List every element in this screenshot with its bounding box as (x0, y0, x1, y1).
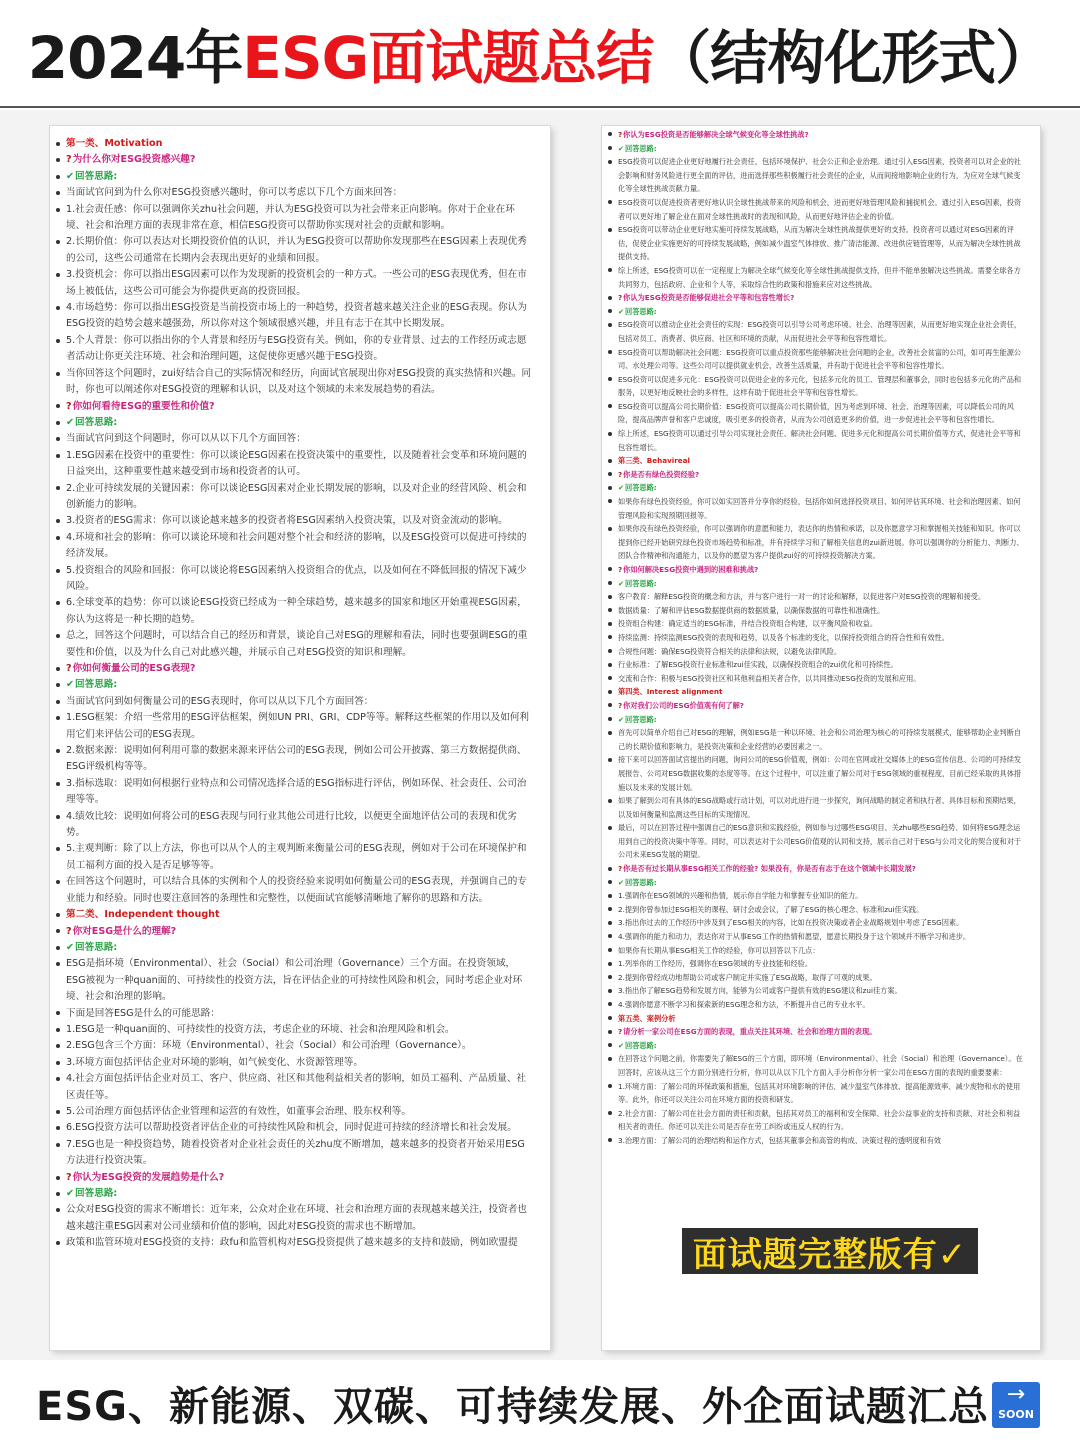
list-item-text: ESG投资可以帮助解决社会问题：ESG投资可以重点投资那些能够解决社会问题的企业，改善社会贫富的公司，如可再生能源公司、水处理公司等。这些公司可以提供就业机会，改善生活质量，并有助于促进社会平等和包容性增长。 (618, 347, 1022, 371)
soon-badge-icon (992, 1382, 1040, 1428)
list-item-text: 当你回答这个问题时，zui好结合自己的实际情况和经历，向面试官展现出你对ESG投资的真实热情和兴趣。同时，你也可以阐述你对ESG投资的理解和认识，以及对这个领域的未来发展趋势的看法。 (66, 367, 532, 396)
list-item (50, 563, 532, 596)
list-item-text: 投资组合构建：确定适当的ESG标准，并结合投资组合构建，以平衡风险和收益。 (618, 619, 878, 629)
question-heading (602, 699, 1026, 713)
list-item-text: ESG投资可以带动企业更好地实施可持续发展战略，从而为解决全球性挑战提供更好的支持。投资者可以通过对ESG因素的评估，促使企业实施更好的可持续发展战略，例如减少温室气体排放、推广清洁能源、改进供应链管理等，从而为解决全球性挑战提供支持。 (618, 225, 1021, 262)
list-item (50, 776, 532, 809)
list-item (602, 617, 1026, 631)
list-item-text: 综上所述，ESG投资可以通过引导公司实现社会责任、解决社会问题、促进多元化和提高公司长期价值等方式，促进社会平等和包容性增长。 (618, 429, 1021, 452)
list-item (602, 645, 1026, 659)
list-item (602, 957, 1026, 971)
title-suffix: （结构化形式） (653, 24, 1053, 92)
question-mark-icon: ? (618, 565, 623, 574)
list-item-text: 你如何看待ESG的重要性和价值? (72, 400, 215, 412)
list-item (50, 956, 532, 1005)
checkmark-icon: ✔ (618, 578, 625, 588)
list-item-text: 政策和监管环境对ESG投资的支持：政fu和监管机构对ESG投资提供了越来越多的支持和鼓励，例如欧盟提 (66, 1237, 518, 1249)
list-item-text: 4.强调你愿意不断学习和探索新的ESG理念和方法，不断提升自己的专业水平。 (618, 1000, 870, 1009)
list-item-text: 3.指出你过去的工作经历中涉及到了ESG相关的内容，比如在投资决策或者企业战略规划中考虑了ESG因素。 (618, 918, 964, 928)
list-item (602, 196, 1026, 223)
list-item (602, 726, 1026, 753)
list-item (602, 155, 1026, 196)
list-item (602, 998, 1026, 1012)
list-item (50, 202, 532, 235)
list-item-text: 4.强调你的能力和动力，表达你对于从事ESG工作的热情和愿望，愿意长期投身于这个领域并不断学习和进步。 (618, 932, 971, 942)
list-item-text: 1.环境方面：了解公司的环保政策和措施，包括其对环境影响的评估、减少温室气体排放、提高能源效率、减少废物和水的使用等。此外，你还可以关注公司在环境方面的投资和研发。 (618, 1081, 1021, 1105)
list-item-text: 接下来可以回答面试官提出的问题，询问公司的ESG价值观，例如：公司在官网或社交媒体上的ESG宣传信息、公司的可持续发展报告、公司对ESG数据收集的态度等等。在这个过程中，可以注重了解公司对于ESG领域的重视程度，目前已经采取的具体措施以及未来的发展计划。 (618, 755, 1022, 792)
list-item (50, 1006, 532, 1022)
list-item-text: 1.社会责任感：你可以强调你关zhu社会问题，并认为ESG投资可以为社会带来正向影响。你对于企业在环境、社会和治理方面的表现非常在意，相信ESG投资可以帮助你实现对社会的贡献和影响。 (66, 203, 515, 232)
list-item-text: 2.企业可持续发展的关键因素：你可以谈论ESG因素对企业长期发展的影响，以及对企业的经营风险、机会和创新能力的影响。 (66, 482, 527, 510)
question-mark-icon: ? (618, 700, 623, 710)
list-item (602, 427, 1026, 454)
list-item (50, 1235, 532, 1251)
list-item-text: 你认为ESG投资是否能够解决全球气候变化等全球性挑战? (623, 130, 809, 139)
list-item (602, 223, 1026, 264)
list-item-text: 你认为ESG投资的发展趋势是什么? (72, 1171, 225, 1183)
question-heading (602, 1025, 1026, 1039)
list-item (50, 530, 532, 563)
question-heading (602, 128, 1026, 142)
answer-heading (50, 415, 532, 431)
list-item (602, 495, 1026, 522)
question-mark-icon: ? (66, 925, 72, 937)
checkmark-icon: ✔ (66, 679, 75, 691)
answer-heading (50, 1186, 532, 1202)
list-item (50, 694, 532, 710)
list-item (602, 1080, 1026, 1107)
answer-heading (50, 677, 532, 693)
checkmark-icon: ✔ (66, 1188, 75, 1199)
list-item-text: 第二类、Independent thought (66, 909, 220, 921)
list-item (50, 1120, 532, 1136)
list-item (602, 590, 1026, 604)
question-list-right (602, 126, 1040, 1148)
list-item (602, 346, 1026, 373)
list-item-text: 2.社会方面：了解公司在社会方面的责任和贡献，包括其对员工的福利和安全保障、社会公益事业的支持和贡献、对社会和利益相关者的责任。你还可以关注公司是否存在劳工纠纷或违反人权的行为。 (618, 1108, 1021, 1132)
list-item-text: 1.ESG框架：介绍一些常用的ESG评估框架，例如UN PRI、GRI、CDP等等。解释这些框架的作用以及如何利用它们来评估公司的ESG表现。 (66, 712, 530, 740)
list-item-text: ESG是指环境（Environmental）、社会（Social）和公司治理（Governance）三个方面。在投资领域，ESG被视为一种quan面的、可持续性的投资方法，旨在评估企业的可持续性风险和机会，同时考虑企业对环境、社会和治理的影响。 (66, 958, 523, 1003)
list-item (602, 944, 1026, 958)
list-item-text: 3.环境方面包括评估企业对环境的影响，如气候变化、水资源管理等。 (66, 1056, 363, 1068)
list-item-text: 回答思路: (625, 483, 657, 493)
list-item (50, 1038, 532, 1054)
list-item-text: 4.环境和社会的影响：你可以谈论环境和社会问题对整个社会和经济的影响，以及ESG投资可以促进可持续的经济发展。 (66, 531, 527, 560)
section-heading (602, 454, 1026, 468)
list-item (602, 318, 1026, 345)
list-item (50, 1104, 532, 1120)
answer-heading (602, 481, 1026, 495)
list-item-text: 合规性问题：确保ESG投资符合相关的法律和法规，以避免法律风险。 (618, 646, 842, 656)
list-item-text: 回答思路: (625, 578, 657, 588)
answer-heading (50, 169, 532, 185)
question-mark-icon: ? (618, 1027, 623, 1037)
list-item-text: 回答思路: (75, 170, 118, 182)
question-heading (50, 152, 532, 168)
list-item-text: 第四类、Interest alignment (618, 687, 723, 697)
question-mark-icon: ? (66, 1171, 72, 1183)
list-item-text: 第五类、案例分析 (618, 1013, 676, 1023)
list-item-text: 4.社会方面包括评估企业对员工、客户、供应商、社区和其他利益相关者的影响，如员工福利、产品质量、社区责任等。 (66, 1073, 527, 1101)
list-item (602, 903, 1026, 917)
answer-heading (602, 577, 1026, 591)
question-mark-icon: ? (618, 864, 623, 874)
question-mark-icon: ? (66, 400, 72, 412)
list-item (50, 1202, 532, 1235)
list-item-text: 5.主观判断：除了以上方法，你也可以从个人的主观判断来衡量公司的ESG表现，例如对于公司在环境保护和员工福利方面的投入是否足够等等。 (66, 843, 527, 871)
list-item (602, 658, 1026, 672)
list-item (50, 1022, 532, 1038)
list-item (602, 821, 1026, 862)
checkmark-icon: ✔ (618, 714, 625, 724)
checkmark-icon: ✔ (618, 483, 625, 493)
list-item-text: ESG投资可以提高公司长期价值：ESG投资可以提高公司长期价值，因为考虑到环境、社会、治理等因素，可以降低公司的风险，提高品牌声誉和客户忠诚度，吸引更多的投资者，从而为公司创造更多的价值，进一步促进社会平等和包容性增长。 (618, 401, 1014, 425)
list-item-text: 总之，回答这个问题时，可以结合自己的经历和背景，谈论自己对ESG的理解和看法，同时也要强调ESG的重要性和价值，以及为什么自己对此感兴趣，并展示自己对ESG投资的知识和理解。 (66, 630, 528, 658)
list-item-text: 5.投资组合的风险和回报：你可以谈论将ESG因素纳入投资组合的优点，以及如何在不降低回报的情况下减少风险。 (66, 564, 527, 592)
list-item-text: 6.ESG投资方法可以帮助投资者评估企业的可持续性风险和机会，同时促进可持续的经济增长和社会发展。 (66, 1122, 517, 1134)
list-item-text: 回答思路: (625, 877, 657, 887)
question-mark-icon: ? (618, 469, 623, 479)
list-item-text: 第一类、Motivation (66, 138, 163, 149)
list-item-text: 交流和合作：积极与ESG投资社区和其他利益相关者合作，以共同推动ESG投资的发展和应用。 (618, 673, 921, 683)
list-item (50, 595, 532, 628)
list-item-text: 数据质量：了解和评估ESG数据提供商的数据质量，以确保数据的可靠性和准确性。 (618, 605, 885, 615)
list-item (50, 628, 532, 661)
list-item (50, 1055, 532, 1071)
list-item-text: 2.数据来源：说明如何利用可靠的数据来源来评估公司的ESG表现，例如公司公开披露、第三方数据提供商、ESG评级机构等等。 (66, 745, 527, 773)
list-item (602, 400, 1026, 427)
list-item-text: 1.强调你在ESG领域的兴趣和热情，展示你自学能力和掌握专业知识的能力。 (618, 891, 863, 901)
list-item-text: 回答思路: (75, 416, 118, 428)
list-item (50, 874, 532, 907)
list-item (602, 672, 1026, 686)
list-item-text: 请分析一家公司在ESG方面的表现，重点关注其环境、社会和治理方面的表现。 (623, 1027, 877, 1037)
question-mark-icon: ? (66, 154, 72, 166)
list-item (602, 631, 1026, 645)
list-item (50, 710, 532, 743)
list-item-text: 首先可以简单介绍自己对ESG的理解，例如ESG是一种以环境、社会和公司治理为核心的可持续发展模式，能够帮助企业判断自己的长期价值和影响力，是投资决策和企业经营的必要因素之一。 (618, 728, 1022, 751)
list-item-text: 4.绩效比较：说明如何将公司的ESG表现与同行业其他公司进行比较，以便更全面地评估公司的表现和优劣势。 (66, 810, 517, 839)
list-item (50, 267, 532, 300)
list-item-text: 你对我们公司的ESG价值观有何了解? (623, 700, 744, 710)
list-item-text: 你对ESG是什么的理解? (72, 925, 177, 937)
list-item (602, 1052, 1026, 1079)
answer-heading (602, 1039, 1026, 1053)
list-item (602, 889, 1026, 903)
list-item-text: 你认为ESG投资是否能够促进社会平等和包容性增长? (623, 293, 795, 303)
footer-text: ESG、新能源、双碳、可持续发展、外企面试题汇总 (36, 1384, 989, 1430)
list-item-text: ESG投资可以推动企业社会责任的实现：ESG投资可以引导公司考虑环境、社会、治理等因素，从而更好地实现企业社会责任，包括对员工、消费者、供应商、社区和环境的贡献，从而促进社会平等和包容性增长。 (618, 320, 1022, 343)
question-heading (50, 1170, 532, 1186)
list-item-text: 如果你有长期从事ESG相关工作的经验，你可以回答以下几点： (618, 945, 820, 955)
list-item-text: 2.ESG包含三个方面：环境（Environmental）、社会（Social）和公司治理（Governance）。 (66, 1040, 472, 1052)
list-item (602, 794, 1026, 821)
question-heading (602, 291, 1026, 305)
arrow-right-icon: → (1006, 1382, 1026, 1407)
list-item-text: 回答思路: (75, 1188, 118, 1199)
list-item (602, 753, 1026, 794)
document-page-left (50, 126, 550, 1350)
checkmark-icon: ✔ (618, 1040, 625, 1050)
list-item-text: 你是否有绿色投资经验? (623, 469, 700, 479)
question-mark-icon: ? (618, 293, 623, 303)
question-heading (602, 468, 1026, 482)
list-item-text: 回答思路: (625, 714, 657, 724)
list-item (602, 984, 1026, 998)
list-item (602, 1107, 1026, 1134)
list-item (50, 481, 532, 514)
list-item (602, 264, 1026, 291)
list-item-text: 当面试官问到如何衡量公司的ESG表现时，你可以从以下几个方面回答： (66, 695, 374, 707)
list-item-text: 1.列举你的工作经历，强调你在ESG领域的专业技能和经验。 (618, 959, 813, 969)
footer (0, 1364, 1080, 1443)
overlay-banner: 面试题完整版有✓ (682, 1228, 978, 1274)
question-mark-icon: ? (618, 130, 623, 139)
soon-label: SOON (998, 1408, 1034, 1421)
list-item-text: 为什么你对ESG投资感兴趣? (72, 154, 196, 166)
section-heading (602, 1012, 1026, 1026)
answer-heading (50, 940, 532, 956)
list-item-text: 第三类、Behavireal (618, 456, 690, 466)
checkmark-icon: ✔ (618, 877, 625, 887)
list-item-text: 如果你有绿色投资经验，你可以如实回答并分享你的经验，包括你如何选择投资项目、如何评估其环境、社会和治理因素、如何管理风险和实现预期回报等。 (618, 497, 1021, 520)
title-prefix: 2024年 (27, 24, 243, 92)
checkmark-icon: ✔ (618, 306, 625, 316)
list-item-text: 1.ESG因素在投资中的重要性：你可以谈论ESG因素在投资决策中的重要性，以及随着社会变革和环境问题的日益突出，这种重要性越来越受到市场和投资者的认可。 (66, 449, 527, 478)
title-highlight: ESG面试题总结 (242, 24, 654, 92)
checkmark-icon: ✔ (618, 143, 625, 153)
list-item (50, 185, 532, 201)
list-item-text: 你如何衡量公司的ESG表现? (72, 663, 196, 674)
list-item-text: ESG投资可以促进企业更好地履行社会责任，包括环境保护、社会公正和企业治理。通过引入ESG因素，投资者可以对企业的社会影响和财务风险进行更全面的评估，进而选择那些积极履行社会责任的企业，从而间接地影响企业的行为，为应对全球气候变化等全球性挑战贡献力量。 (618, 157, 1022, 194)
list-item (50, 743, 532, 776)
list-item (602, 916, 1026, 930)
list-item (50, 1137, 532, 1170)
page-title (0, 0, 1080, 106)
list-item (50, 300, 532, 333)
list-item-text: 2.提到你曾经成功地帮助公司或客户制定并实施了ESG战略，取得了可观的成果。 (618, 972, 877, 982)
list-item-text: 3.指标选取：说明如何根据行业特点和公司情况选择合适的ESG指标进行评估，例如环保、社会责任、公司治理等等。 (66, 777, 527, 806)
question-heading (602, 563, 1026, 577)
checkmark-icon: ✔ (66, 170, 75, 182)
list-item-text: 综上所述，ESG投资可以在一定程度上为解决全球气候变化等全球性挑战提供支持，但并不能单独解决这些挑战。需要全球各方共同努力，包括政府、企业和个人等，采取综合性的政策和措施来应对这些挑战。 (618, 265, 1021, 289)
question-list-left (50, 126, 550, 1252)
list-item-text: 行业标准：了解ESG投资行业标准和zui佳实践，以确保投资组合的zui优化和可持续性。 (618, 660, 898, 670)
list-item-text: 7.ESG也是一种投资趋势，随着投资者对企业社会责任的关zhu度不断增加，越来越多的投资者开始采用ESG方法进行投资决策。 (66, 1138, 525, 1167)
list-item-text: 在回答这个问题之前，你需要先了解ESG的三个方面，即环境（Environmental）、社会（Social）和治理（Governance）。在回答时，应该从这三个方面分别进行分析，你可以从以下几个方面入手分析你分析一家公司在ESG方面的表现的重要要素： (618, 1054, 1023, 1077)
list-item-text: 当面试官问到为什么你对ESG投资感兴趣时，你可以考虑以下几个方面来回答： (66, 187, 403, 199)
list-item (50, 448, 532, 481)
question-heading (50, 661, 532, 677)
list-item (50, 841, 532, 874)
section-heading (50, 136, 532, 152)
list-item (602, 604, 1026, 618)
question-heading (50, 924, 532, 940)
list-item-text: 回答思路: (625, 143, 657, 153)
list-item (50, 431, 532, 447)
list-item-text: 6.全球变革的趋势：你可以谈论ESG投资已经成为一种全球趋势，越来越多的国家和地区开始重视ESG因素，你认为这将是一种长期的趋势。 (66, 597, 527, 625)
list-item-text: 你是否有过长期从事ESG相关工作的经验? 如果没有，你是否有志于在这个领域中长期发展? (623, 864, 916, 874)
answer-heading (602, 142, 1026, 156)
list-item-text: ESG投资可以促进投资者更好地认识全球性挑战带来的风险和机会，进而更好地管理风险和捕捉机会。通过引入ESG因素，投资者可以更好地了解企业在面对全球性挑战时的表现和风险，从而更好地评估企业的价值。 (618, 197, 1022, 221)
question-heading (602, 862, 1026, 876)
list-item-text: 回答思路: (75, 679, 118, 691)
checkmark-icon: ✔ (66, 416, 75, 428)
list-item-text: 4.市场趋势：你可以指出ESG投资是当前投资市场上的一种趋势，投资者越来越关注企业的ESG表现。你认为ESG投资的趋势会越来越强劲，所以你对这个领域很感兴趣，并且有志于在其中长期发展。 (66, 302, 527, 330)
list-item-text: 如果你没有绿色投资经验，你可以强调你的意愿和能力，表达你的热情和承诺，以及你愿意学习和掌握相关技能和知识。你可以提到你已经开始研究绿色投资市场趋势和标准，并有持续学习和了解相关信息的zui新进展。你可以强调你的分析能力、判断力、团队合作精神和沟通能力，以及你的愿望为客户提供zui好的可持续投资解决方案。 (618, 524, 1024, 561)
list-item (602, 1134, 1026, 1148)
list-item-text: 3.投资机会：你可以指出ESG因素可以作为发现新的投资机会的一种方式。一些公司的ESG表现优秀，但在市场上被低估，这些公司可能会为你提供更高的投资回报。 (66, 269, 527, 297)
list-item-text: 最后，可以在回答过程中强调自己的ESG意识和实践经验，例如参与过哪些ESG项目、关zhu哪些ESG趋势、如何将ESG理念运用到自己的投资决策中等等。同时，可以表达对于公司ESG价值观的认同和支持，展示自己对于ESG与公司文化的契合度和对于公司未来ESG发展的期望。 (618, 823, 1022, 860)
list-item-text: 5.个人背景：你可以指出你的个人背景和经历与ESG投资有关。例如，你的专业背景、过去的工作经历或志愿者活动让你更关注环境、社会和治理问题，这促使你更感兴趣于ESG投资。 (66, 334, 527, 363)
checkmark-icon: ✔ (66, 941, 75, 953)
list-item-text: 2.提到你曾参加过ESG相关的课程、研讨会或会议，了解了ESG的核心理念、标准和zui佳实践。 (618, 904, 924, 914)
list-item-text: 3.治理方面：了解公司的治理结构和运作方式，包括其董事会和高管的构成、决策过程的透明度和有效 (618, 1135, 942, 1145)
answer-heading (602, 305, 1026, 319)
list-item-text: 1.ESG是一种quan面的、可持续性的投资方法，考虑企业的环境、社会和治理风险和机会。 (66, 1023, 455, 1035)
list-item-text: 回答思路: (625, 306, 657, 316)
list-item-text: 3.投资者的ESG需求：你可以谈论越来越多的投资者将ESG因素纳入投资决策，以及对资金流动的影响。 (66, 515, 508, 527)
answer-heading (602, 876, 1026, 890)
list-item-text: 公众对ESG投资的需求不断增长：近年来，公众对企业在环境、社会和治理方面的表现越来越关注，投资者也越来越注重ESG因素对公司业绩和价值的影响，因此对ESG投资的需求也不断增加。 (66, 1204, 527, 1232)
list-item-text: 回答思路: (75, 941, 118, 953)
list-item-text: 客户教育：解释ESG投资的概念和方法，并与客户进行一对一的讨论和解释，以促进客户对ESG投资的理解和接受。 (618, 592, 986, 602)
list-item (602, 522, 1026, 563)
list-item (602, 971, 1026, 985)
list-item-text: 5.公司治理方面包括评估企业管理和运营的有效性，如董事会治理、股东权利等。 (66, 1105, 411, 1117)
question-heading (50, 399, 532, 415)
list-item (50, 1071, 532, 1104)
answer-heading (602, 713, 1026, 727)
list-item-text: 回答思路: (625, 1040, 657, 1050)
list-item-text: 3.指出你了解ESG趋势和发展方向，能够为公司或客户提供有效的ESG建议和zui佳方案。 (618, 986, 902, 996)
list-item (50, 234, 532, 267)
list-item (50, 366, 532, 399)
list-item-text: 如果了解到公司有具体的ESG战略或行动计划，可以对此进行进一步探究，询问战略的制定者和执行者、具体目标和预期结果，以及如何衡量和监测这些目标的实现情况。 (618, 796, 1021, 819)
list-item (50, 333, 532, 366)
list-item-text: 持续监测：持续监测ESG投资的表现和趋势，以及各个标准的变化，以保持投资组合的符合性和有效性。 (618, 632, 949, 642)
section-heading (602, 685, 1026, 699)
section-heading (50, 907, 532, 923)
question-mark-icon: ? (66, 663, 72, 674)
list-item (50, 809, 532, 842)
list-item-text: 在回答这个问题时，可以结合具体的实例和个人的投资经验来说明如何衡量公司的ESG表现，并强调自己的专业能力和经验。同时也要注意回答的条理性和完整性，以便面试官能够清晰地了解你的思路和方法。 (66, 876, 527, 904)
list-item-text: 下面是回答ESG是什么的可能思路： (66, 1007, 220, 1019)
document-page-right (602, 126, 1040, 1350)
title-divider (0, 106, 1080, 108)
list-item (50, 513, 532, 529)
list-item-text: 当面试官问到这个问题时，你可以从以下几个方面回答： (66, 433, 306, 445)
list-item-text: 2.长期价值：你可以表达对长期投资价值的认识，并认为ESG投资可以帮助你发现那些在ESG因素上表现优秀的公司，这些公司通常在长期内会表现出更好的业绩和回报。 (66, 236, 527, 264)
list-item (602, 373, 1026, 400)
list-item (602, 930, 1026, 944)
list-item-text: 你如何解决ESG投资中遇到的困难和挑战? (623, 565, 759, 574)
list-item-text: ESG投资可以促进多元化：ESG投资可以促进企业的多元化，包括多元化的员工、管理层和董事会，同时也包括多元化的产品和服务，以更好地反映社会的多样性，这样有助于促进社会平等和包容性增长。 (618, 374, 1022, 398)
